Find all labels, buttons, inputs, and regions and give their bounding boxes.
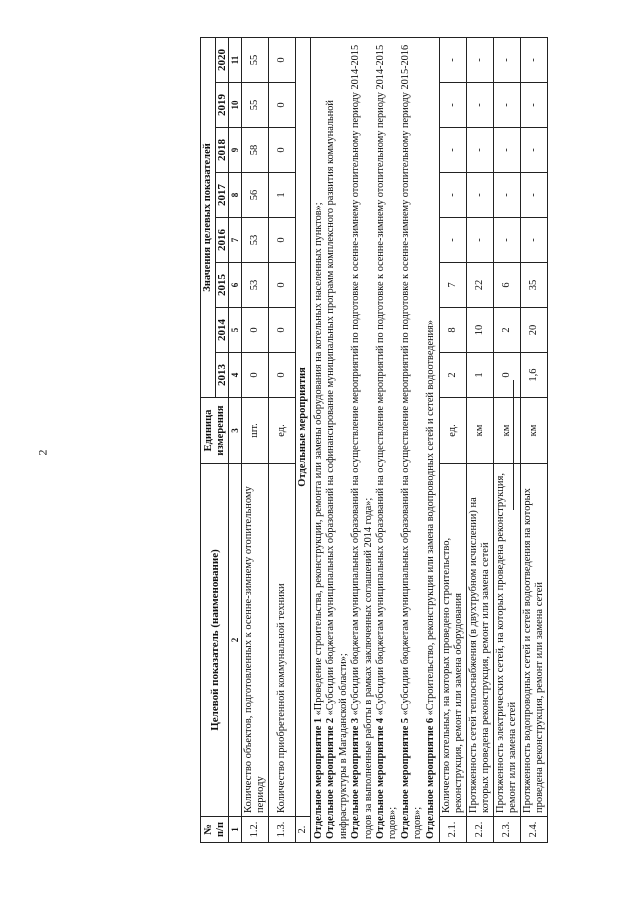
- value-cell: 0: [269, 37, 296, 82]
- value-cell: -: [494, 173, 521, 218]
- measure-label: Отдельное мероприятие 3: [350, 717, 362, 839]
- value-cell: -: [521, 37, 548, 82]
- unit-cell: км: [467, 398, 494, 464]
- measure-text: «Субсидии бюджетам муниципальных образований на осуществление мероприятий по подготовке к осенне-зимнему отопительному периоду 2015-2016 годов»;: [399, 44, 424, 839]
- measure-label: Отдельное мероприятие 2: [325, 717, 337, 839]
- column-number: 7: [229, 218, 242, 263]
- indicator-name: Протяженность сетей теплоснабжения (в двухтрубном исчислении) на которых проведена реконструкция, ремонт или замена сетей: [467, 464, 494, 817]
- measure-text: «Субсидии бюджетам муниципальных образований на осуществление мероприятий по подготовке к осенне-зимнему отопительному периоду 2014-2015 годов»;: [375, 44, 399, 839]
- table-row: [467, 37, 494, 842]
- measures-list: [311, 37, 440, 842]
- header-indicator: Целевой показатель (наименование): [201, 464, 229, 817]
- indicator-name: Количество котельных, на которых проведено строительство, реконструкция, ремонт или замена оборудования: [440, 464, 467, 817]
- value-cell: 1,6: [521, 353, 548, 398]
- value-cell: -: [467, 128, 494, 173]
- unit-cell: шт.: [242, 398, 269, 464]
- value-cell: -: [521, 83, 548, 128]
- measure-label: Отдельное мероприятие 5: [399, 717, 411, 839]
- value-cell: 8: [440, 308, 467, 353]
- header-values: Значения целевых показателей: [201, 37, 216, 397]
- target-indicators-table: [200, 37, 548, 843]
- indicator-name: Протяженность водопроводных сетей и сетей водоотведения на которых проведена реконструкция, ремонт или замена сетей: [521, 464, 548, 817]
- value-cell: 7: [440, 263, 467, 308]
- value-cell: -: [521, 218, 548, 263]
- indicator-name: Количество приобретенной коммунальной техники: [269, 464, 296, 817]
- measure-label: Отдельное мероприятие 1: [313, 717, 324, 839]
- value-cell: 53: [242, 218, 269, 263]
- header-year: 2018: [216, 128, 229, 173]
- row-number: 2.3.: [494, 817, 521, 843]
- value-cell: -: [521, 128, 548, 173]
- value-cell: -: [467, 218, 494, 263]
- value-cell: -: [494, 37, 521, 82]
- value-cell: -: [467, 173, 494, 218]
- page-number: 2: [35, 449, 50, 456]
- header-year: 2014: [216, 308, 229, 353]
- rotated-document: [200, 38, 620, 843]
- measure-item: [325, 41, 350, 839]
- value-cell: -: [440, 128, 467, 173]
- value-cell: -: [440, 37, 467, 82]
- measure-item: [375, 41, 400, 839]
- indicator-name: Протяженность электрических сетей, на которых проведена реконструкция, ремонт или замена сетей: [494, 464, 521, 817]
- row-number: 2.1.: [440, 817, 467, 843]
- column-number: 1: [229, 817, 242, 843]
- row-number: 2.2.: [467, 817, 494, 843]
- value-cell: -: [467, 83, 494, 128]
- value-cell: 1: [269, 173, 296, 218]
- value-cell: 0: [269, 353, 296, 398]
- header-year: 2015: [216, 263, 229, 308]
- column-number: 11: [229, 37, 242, 82]
- value-cell: 58: [242, 128, 269, 173]
- value-cell: 10: [467, 308, 494, 353]
- value-cell: -: [494, 218, 521, 263]
- header-year: 2016: [216, 218, 229, 263]
- value-cell: -: [467, 37, 494, 82]
- value-cell: -: [521, 173, 548, 218]
- section-number: 2.: [296, 817, 311, 843]
- value-cell: 2: [440, 353, 467, 398]
- column-number: 3: [229, 398, 242, 464]
- value-cell: 22: [467, 263, 494, 308]
- header-year: 2020: [216, 37, 229, 82]
- measure-text: «Строительство, реконструкция или замена водопроводных сетей и сетей водоотведения»: [424, 320, 436, 718]
- value-cell: 0: [269, 308, 296, 353]
- value-cell: 0: [242, 353, 269, 398]
- measure-label: Отдельное мероприятие 4: [375, 717, 387, 839]
- column-number: 8: [229, 173, 242, 218]
- measure-text: «Субсидии бюджетам муниципальных образований на софинансирование муниципальных программ комплексного развития коммунальной инфраструктуры в Магаданской области»;: [325, 100, 349, 839]
- measure-text: «Проведение строительства, реконструкции, ремонта или замены оборудования на котельных населенных пунктов»;: [313, 202, 324, 718]
- unit-cell: км: [494, 398, 521, 464]
- value-cell: -: [440, 83, 467, 128]
- table-row: [521, 37, 548, 842]
- header-year: 2013: [216, 353, 229, 398]
- table-row: [494, 37, 521, 842]
- measure-text: «Субсидии бюджетам муниципальных образований на осуществление мероприятий по подготовке к осенне-зимнему отопительному периоду 2014-2015 годов за выполненные работы в рамках заключенных соглашений 2014 года»;: [350, 44, 374, 839]
- table-row: [440, 37, 467, 842]
- column-number: 5: [229, 308, 242, 353]
- header-year: 2017: [216, 173, 229, 218]
- row-number: 1.2.: [242, 817, 269, 843]
- value-cell: 56: [242, 173, 269, 218]
- value-cell: 55: [242, 83, 269, 128]
- value-cell: 0: [269, 128, 296, 173]
- header-year: 2019: [216, 83, 229, 128]
- table-row: [242, 37, 269, 842]
- column-number: 4: [229, 353, 242, 398]
- value-cell: -: [440, 218, 467, 263]
- value-cell: 20: [521, 308, 548, 353]
- table-row: [269, 37, 296, 842]
- indicator-name: Количество объектов, подготовленных к осенне-зимнему отопительному периоду: [242, 464, 269, 817]
- column-number: 2: [229, 464, 242, 817]
- value-cell: -: [494, 128, 521, 173]
- column-number: 6: [229, 263, 242, 308]
- measure-item: [350, 41, 375, 839]
- value-cell: 0: [269, 83, 296, 128]
- measure-item: [425, 41, 437, 839]
- value-cell: 2: [494, 308, 521, 353]
- measure-item: [313, 41, 325, 839]
- section-title: Отдельные мероприятия: [296, 37, 311, 816]
- header-unit: Единица измерения: [201, 398, 229, 464]
- value-cell: -: [440, 173, 467, 218]
- value-cell: 53: [242, 263, 269, 308]
- value-cell: 35: [521, 263, 548, 308]
- value-cell: 0: [242, 308, 269, 353]
- header-no: № п/п: [201, 817, 229, 843]
- value-cell: 0: [269, 218, 296, 263]
- row-number: 1.3.: [269, 817, 296, 843]
- unit-cell: ед.: [269, 398, 296, 464]
- row-number: 2.4.: [521, 817, 548, 843]
- value-cell: 0: [494, 353, 521, 398]
- value-cell: 55: [242, 37, 269, 82]
- column-number: 9: [229, 128, 242, 173]
- value-cell: 0: [269, 263, 296, 308]
- measure-label: Отдельное мероприятие 6: [424, 717, 436, 839]
- value-cell: 1: [467, 353, 494, 398]
- value-cell: -: [494, 83, 521, 128]
- unit-cell: км: [521, 398, 548, 464]
- column-number: 10: [229, 83, 242, 128]
- unit-cell: ед.: [440, 398, 467, 464]
- measure-item: [400, 41, 425, 839]
- value-cell: 6: [494, 263, 521, 308]
